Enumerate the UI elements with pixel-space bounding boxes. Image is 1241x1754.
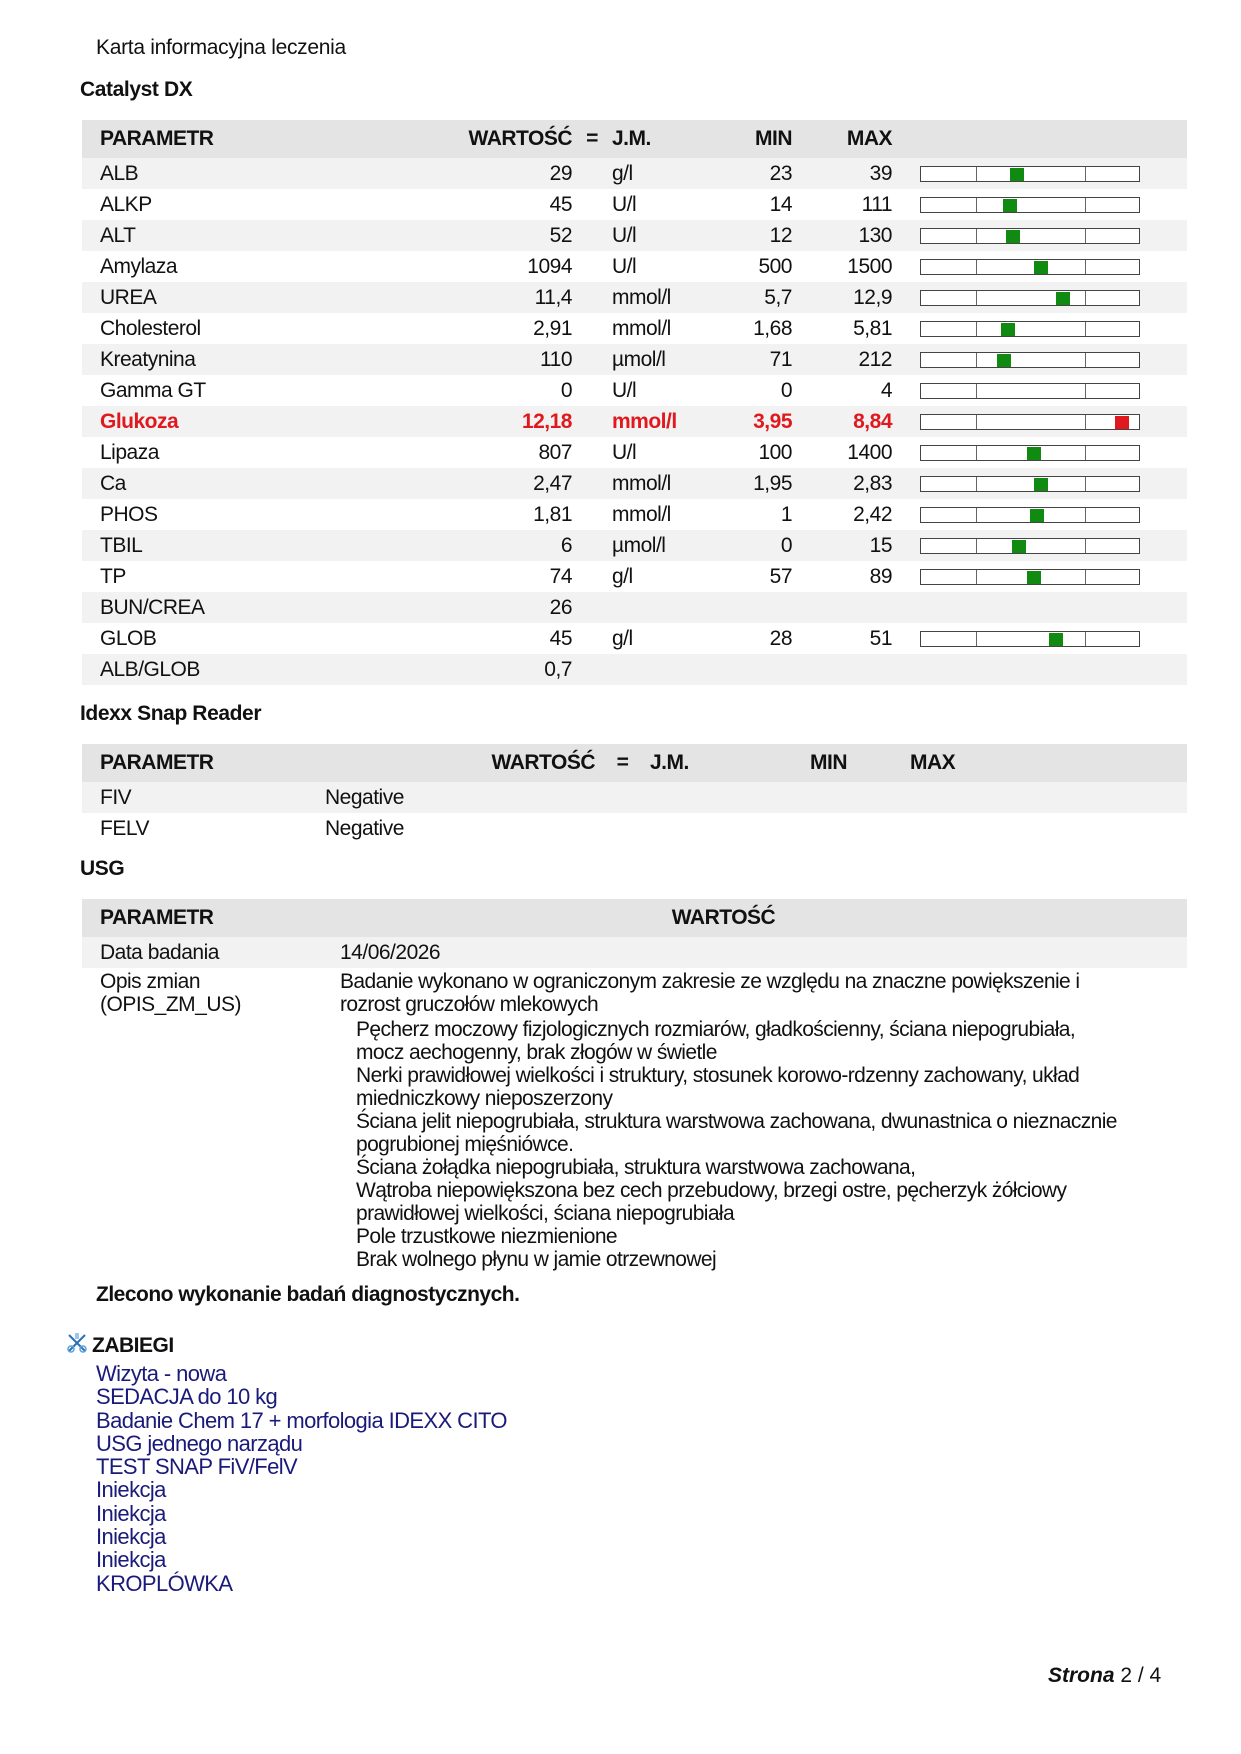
range-bar: [920, 321, 1140, 337]
section-title-snap: Idexx Snap Reader: [80, 702, 262, 725]
procedures-heading: [66, 1332, 174, 1360]
param-max: 15: [869, 533, 892, 557]
table-row: [82, 530, 1187, 561]
header-eq: =: [616, 751, 629, 774]
range-tick: [976, 415, 977, 429]
param-value: 26: [549, 595, 572, 619]
range-tick: [976, 477, 977, 491]
param-name: Cholesterol: [100, 316, 201, 340]
range-tick: [1085, 508, 1086, 522]
header-param: PARAMETR: [100, 906, 214, 929]
param-max: 2,42: [853, 502, 892, 526]
param-unit: g/l: [612, 161, 633, 185]
param-max: 89: [869, 564, 892, 588]
header-max: MAX: [846, 127, 892, 150]
param-max: 5,81: [853, 316, 892, 340]
header-param: PARAMETR: [100, 127, 214, 150]
param-unit: U/l: [612, 378, 637, 402]
range-tick: [1085, 539, 1086, 553]
range-tick: [976, 446, 977, 460]
page-label: Strona: [1048, 1664, 1115, 1687]
range-marker: [1001, 323, 1015, 336]
header-value: WARTOŚĆ: [671, 906, 776, 929]
range-marker: [1034, 478, 1048, 491]
param-name: ALB/GLOB: [100, 657, 200, 681]
param-value: 12,18: [521, 409, 572, 433]
usg-description-label: [100, 970, 241, 1016]
table-row: [82, 344, 1187, 375]
param-min: [722, 654, 792, 685]
usg-desc-line: miedniczkowy nieposzerzony: [356, 1087, 613, 1110]
range-marker: [1034, 261, 1048, 274]
header-eq: =: [586, 127, 598, 150]
table-row: [82, 561, 1187, 592]
range-tick: [1085, 384, 1086, 398]
param-min: [722, 592, 792, 623]
page-footer: [1048, 1664, 1161, 1688]
range-bar: [920, 197, 1140, 213]
param-value: 1,81: [533, 502, 572, 526]
param-name: Glukoza: [100, 409, 179, 433]
table-header-row: [82, 120, 1187, 158]
param-max: 39: [869, 161, 892, 185]
table-row: [82, 282, 1187, 313]
param-min: 28: [769, 626, 792, 650]
section-title-catalyst: Catalyst DX: [80, 78, 193, 101]
range-cell: [892, 654, 1187, 685]
param-min: 3,95: [753, 409, 792, 433]
param-value: 807: [538, 440, 572, 464]
param-unit: µmol/l: [612, 533, 666, 557]
range-marker: [1012, 540, 1026, 553]
range-marker: [1010, 168, 1024, 181]
param-eq: [572, 592, 612, 623]
table-header-row: [82, 899, 1187, 937]
range-tick: [976, 291, 977, 305]
param-min: 57: [769, 564, 792, 588]
range-tick: [976, 353, 977, 367]
param-min: 14: [769, 192, 792, 216]
range-tick: [976, 198, 977, 212]
param-min: 1,95: [753, 471, 792, 495]
procedure-item: TEST SNAP FiV/FelV: [96, 1454, 298, 1480]
document-header: Karta informacyjna leczenia: [96, 36, 346, 59]
table-row: [82, 654, 1187, 685]
range-bar: [920, 476, 1140, 492]
range-cell: [892, 592, 1187, 623]
param-name: PHOS: [100, 502, 158, 526]
param-eq: [572, 499, 612, 530]
range-bar: [920, 631, 1140, 647]
header-range: [892, 120, 1187, 158]
range-cell: [892, 251, 1187, 282]
usg-description: [340, 970, 1180, 1271]
param-value: 0: [560, 378, 572, 402]
param-unit: mmol/l: [612, 502, 671, 526]
param-name: Gamma GT: [100, 378, 206, 402]
param-eq: [572, 654, 612, 685]
range-tick: [976, 167, 977, 181]
param-eq: [572, 282, 612, 313]
range-bar: [920, 414, 1140, 430]
scissors-syringe-icon: [66, 1332, 88, 1360]
param-name: GLOB: [100, 626, 157, 650]
range-bar: [920, 166, 1140, 182]
param-max: 12,9: [853, 285, 892, 309]
table-row: [82, 189, 1187, 220]
param-eq: [572, 189, 612, 220]
page-number: 2: [1120, 1664, 1133, 1687]
param-eq: [572, 406, 612, 437]
usg-desc-line: pogrubionej mięśniówce.: [356, 1133, 574, 1156]
range-cell: [892, 282, 1187, 313]
table-row: [82, 437, 1187, 468]
param-unit: mmol/l: [612, 285, 671, 309]
param-name: ALT: [100, 223, 136, 247]
param-eq: [572, 220, 612, 251]
table-header-row: [82, 744, 1187, 782]
usg-desc-lead: rozrost gruczołów mlekowych: [340, 993, 599, 1016]
procedure-item: Iniekcja: [96, 1547, 166, 1573]
usg-desc-line: prawidłowej wielkości, ściana niepogrubiała: [356, 1202, 735, 1225]
param-max: [792, 592, 892, 623]
param-name: TP: [100, 564, 126, 588]
param-value: 110: [540, 347, 572, 371]
procedure-item: Iniekcja: [96, 1500, 166, 1526]
table-row: [82, 937, 1187, 968]
param-name: Ca: [100, 471, 126, 495]
header-unit: J.M.: [650, 751, 689, 774]
param-min: 71: [769, 347, 792, 371]
param-max: 2,83: [853, 471, 892, 495]
range-cell: [892, 623, 1187, 654]
range-bar: [920, 383, 1140, 399]
param-min: 500: [758, 254, 792, 278]
usg-desc-line: mocz aechogenny, brak złogów w świetle: [356, 1041, 717, 1064]
range-cell: [892, 313, 1187, 344]
table-row: [82, 782, 1187, 813]
range-tick: [976, 508, 977, 522]
param-unit: µmol/l: [612, 347, 666, 371]
table-row: [82, 468, 1187, 499]
range-bar: [920, 538, 1140, 554]
range-tick: [1085, 167, 1086, 181]
range-bar: [920, 290, 1140, 306]
param-max: 51: [869, 626, 892, 650]
range-marker: [1030, 509, 1044, 522]
param-min: 5,7: [764, 285, 792, 309]
range-tick: [976, 260, 977, 274]
range-tick: [976, 229, 977, 243]
param-max: 130: [858, 223, 892, 247]
param-unit: U/l: [612, 254, 637, 278]
param-unit: U/l: [612, 192, 637, 216]
param-unit: g/l: [612, 626, 633, 650]
param-name: TBIL: [100, 533, 143, 557]
param-unit: mmol/l: [612, 409, 677, 433]
table-row: [82, 158, 1187, 189]
procedure-item: Iniekcja: [96, 1477, 166, 1503]
usg-date-value: 14/06/2026: [340, 940, 441, 964]
param-value: 74: [549, 564, 572, 588]
range-tick: [1085, 570, 1086, 584]
param-value: 11,4: [534, 285, 572, 309]
procedure-item: SEDACJA do 10 kg: [96, 1384, 278, 1410]
param-unit: [612, 654, 722, 685]
range-cell: [892, 375, 1187, 406]
range-marker: [997, 354, 1011, 367]
table-row: [82, 623, 1187, 654]
param-min: 12: [769, 223, 792, 247]
param-unit: [612, 592, 722, 623]
param-min: 23: [769, 161, 792, 185]
range-tick: [976, 570, 977, 584]
range-tick: [1085, 415, 1086, 429]
param-max: 4: [880, 378, 892, 402]
param-unit: U/l: [612, 440, 637, 464]
param-unit: U/l: [612, 223, 637, 247]
param-eq: [572, 251, 612, 282]
param-eq: [572, 344, 612, 375]
range-tick: [1085, 198, 1086, 212]
range-tick: [1085, 632, 1086, 646]
table-row: [82, 499, 1187, 530]
param-eq: [572, 561, 612, 592]
range-cell: [892, 499, 1187, 530]
param-name: Amylaza: [100, 254, 178, 278]
param-eq: [572, 313, 612, 344]
page-total: / 4: [1137, 1664, 1162, 1687]
usg-description-label-line: Opis zmian: [100, 970, 201, 993]
procedures-title: ZABIEGI: [92, 1334, 174, 1357]
range-bar: [920, 259, 1140, 275]
range-marker: [1115, 416, 1129, 429]
param-unit: g/l: [612, 564, 633, 588]
usg-desc-line: Ściana żołądka niepogrubiała, struktura warstwowa zachowana,: [356, 1156, 916, 1179]
param-min: 0: [780, 533, 792, 557]
range-marker: [1049, 633, 1063, 646]
param-unit: mmol/l: [612, 316, 671, 340]
range-cell: [892, 406, 1187, 437]
param-max: [792, 654, 892, 685]
range-marker: [1003, 199, 1017, 212]
procedure-item: Badanie Chem 17 + morfologia IDEXX CITO: [96, 1407, 507, 1433]
procedure-item: KROPLÓWKA: [96, 1570, 233, 1596]
param-name: Lipaza: [100, 440, 159, 464]
range-bar: [920, 569, 1140, 585]
param-min: 100: [758, 440, 792, 464]
param-name: BUN/CREA: [100, 595, 205, 619]
range-bar: [920, 352, 1140, 368]
param-max: 212: [858, 347, 892, 371]
range-cell: [892, 344, 1187, 375]
param-eq: [572, 468, 612, 499]
param-name: ALKP: [100, 192, 152, 216]
param-value: Negative: [325, 785, 404, 809]
param-value: 2,47: [533, 471, 572, 495]
param-value: 45: [549, 626, 572, 650]
header-min: MIN: [810, 751, 847, 774]
range-tick: [1085, 477, 1086, 491]
range-bar: [920, 445, 1140, 461]
param-name: FELV: [100, 816, 149, 840]
range-tick: [1085, 353, 1086, 367]
param-unit: mmol/l: [612, 471, 671, 495]
table-row: [82, 375, 1187, 406]
param-name: ALB: [100, 161, 139, 185]
table-row: [82, 220, 1187, 251]
header-value: WARTOŚĆ: [468, 127, 572, 150]
procedure-item: Wizyta - nowa: [96, 1361, 227, 1386]
diagnostics-note: Zlecono wykonanie badań diagnostycznych.: [96, 1283, 520, 1306]
param-min: 1: [780, 502, 792, 526]
procedure-item: USG jednego narządu: [96, 1430, 303, 1456]
range-cell: [892, 468, 1187, 499]
range-tick: [1085, 229, 1086, 243]
range-cell: [892, 158, 1187, 189]
param-eq: [572, 437, 612, 468]
param-eq: [572, 375, 612, 406]
range-marker: [1027, 447, 1041, 460]
range-marker: [1056, 292, 1070, 305]
usg-description-label-code: (OPIS_ZM_US): [100, 993, 242, 1016]
range-tick: [1085, 322, 1086, 336]
table-row: [82, 251, 1187, 282]
param-value: 6: [560, 533, 572, 557]
usg-desc-line: Brak wolnego płynu w jamie otrzewnowej: [356, 1248, 717, 1271]
table-row: [82, 313, 1187, 344]
range-tick: [1085, 446, 1086, 460]
usg-desc-line: Nerki prawidłowej wielkości i struktury, stosunek korowo-rdzenny zachowany, układ: [356, 1064, 1080, 1087]
usg-desc-lead: Badanie wykonano w ograniczonym zakresie ze względu na znaczne powiększenie i: [340, 970, 1080, 993]
param-value: 29: [549, 161, 572, 185]
param-max: 8,84: [853, 409, 892, 433]
param-eq: [572, 623, 612, 654]
range-marker: [1027, 571, 1041, 584]
usg-desc-line: Pęcherz moczowy fizjologicznych rozmiarów, gładkościenny, ściana niepogrubiała,: [356, 1018, 1076, 1041]
usg-table: [82, 899, 1187, 968]
range-cell: [892, 561, 1187, 592]
catalyst-results-table: [82, 120, 1187, 685]
header-unit: J.M.: [612, 127, 651, 150]
param-value: 45: [549, 192, 572, 216]
range-cell: [892, 220, 1187, 251]
usg-date-label: Data badania: [100, 940, 219, 964]
range-bar: [920, 507, 1140, 523]
range-tick: [976, 384, 977, 398]
header-min: MIN: [755, 127, 792, 150]
range-cell: [892, 437, 1187, 468]
header-param: PARAMETR: [100, 751, 214, 774]
procedure-item: Iniekcja: [96, 1524, 166, 1550]
param-value: 52: [549, 223, 572, 247]
range-tick: [976, 539, 977, 553]
range-tick: [976, 322, 977, 336]
param-value: 0,7: [544, 657, 572, 681]
param-name: FIV: [100, 785, 132, 809]
param-max: 1500: [847, 254, 892, 278]
header-value: WARTOŚĆ: [491, 751, 595, 774]
range-marker: [1006, 230, 1020, 243]
param-min: 1,68: [753, 316, 792, 340]
range-cell: [892, 189, 1187, 220]
range-cell: [892, 530, 1187, 561]
param-name: Kreatynina: [100, 347, 196, 371]
param-eq: [572, 530, 612, 561]
table-row: [82, 813, 1187, 844]
range-tick: [1085, 291, 1086, 305]
param-max: 1400: [847, 440, 892, 464]
range-bar: [920, 228, 1140, 244]
snap-results-table: [82, 744, 1187, 844]
section-title-usg: USG: [80, 857, 125, 880]
usg-desc-line: Ściana jelit niepogrubiała, struktura warstwowa zachowana, dwunastnica o nieznacznie: [356, 1110, 1117, 1133]
param-max: 111: [861, 192, 892, 216]
param-value: Negative: [325, 816, 404, 840]
param-value: 1094: [527, 254, 572, 278]
usg-desc-line: Pole trzustkowe niezmienione: [356, 1225, 618, 1248]
range-tick: [1085, 260, 1086, 274]
header-max: MAX: [910, 751, 956, 774]
param-eq: [572, 158, 612, 189]
param-name: UREA: [100, 285, 157, 309]
table-row: [82, 406, 1187, 437]
table-row: [82, 592, 1187, 623]
param-min: 0: [780, 378, 792, 402]
usg-desc-line: Wątroba niepowiększona bez cech przebudowy, brzegi ostre, pęcherzyk żółciowy: [356, 1179, 1067, 1202]
range-tick: [976, 632, 977, 646]
procedures-list: [96, 1362, 507, 1595]
param-value: 2,91: [533, 316, 572, 340]
